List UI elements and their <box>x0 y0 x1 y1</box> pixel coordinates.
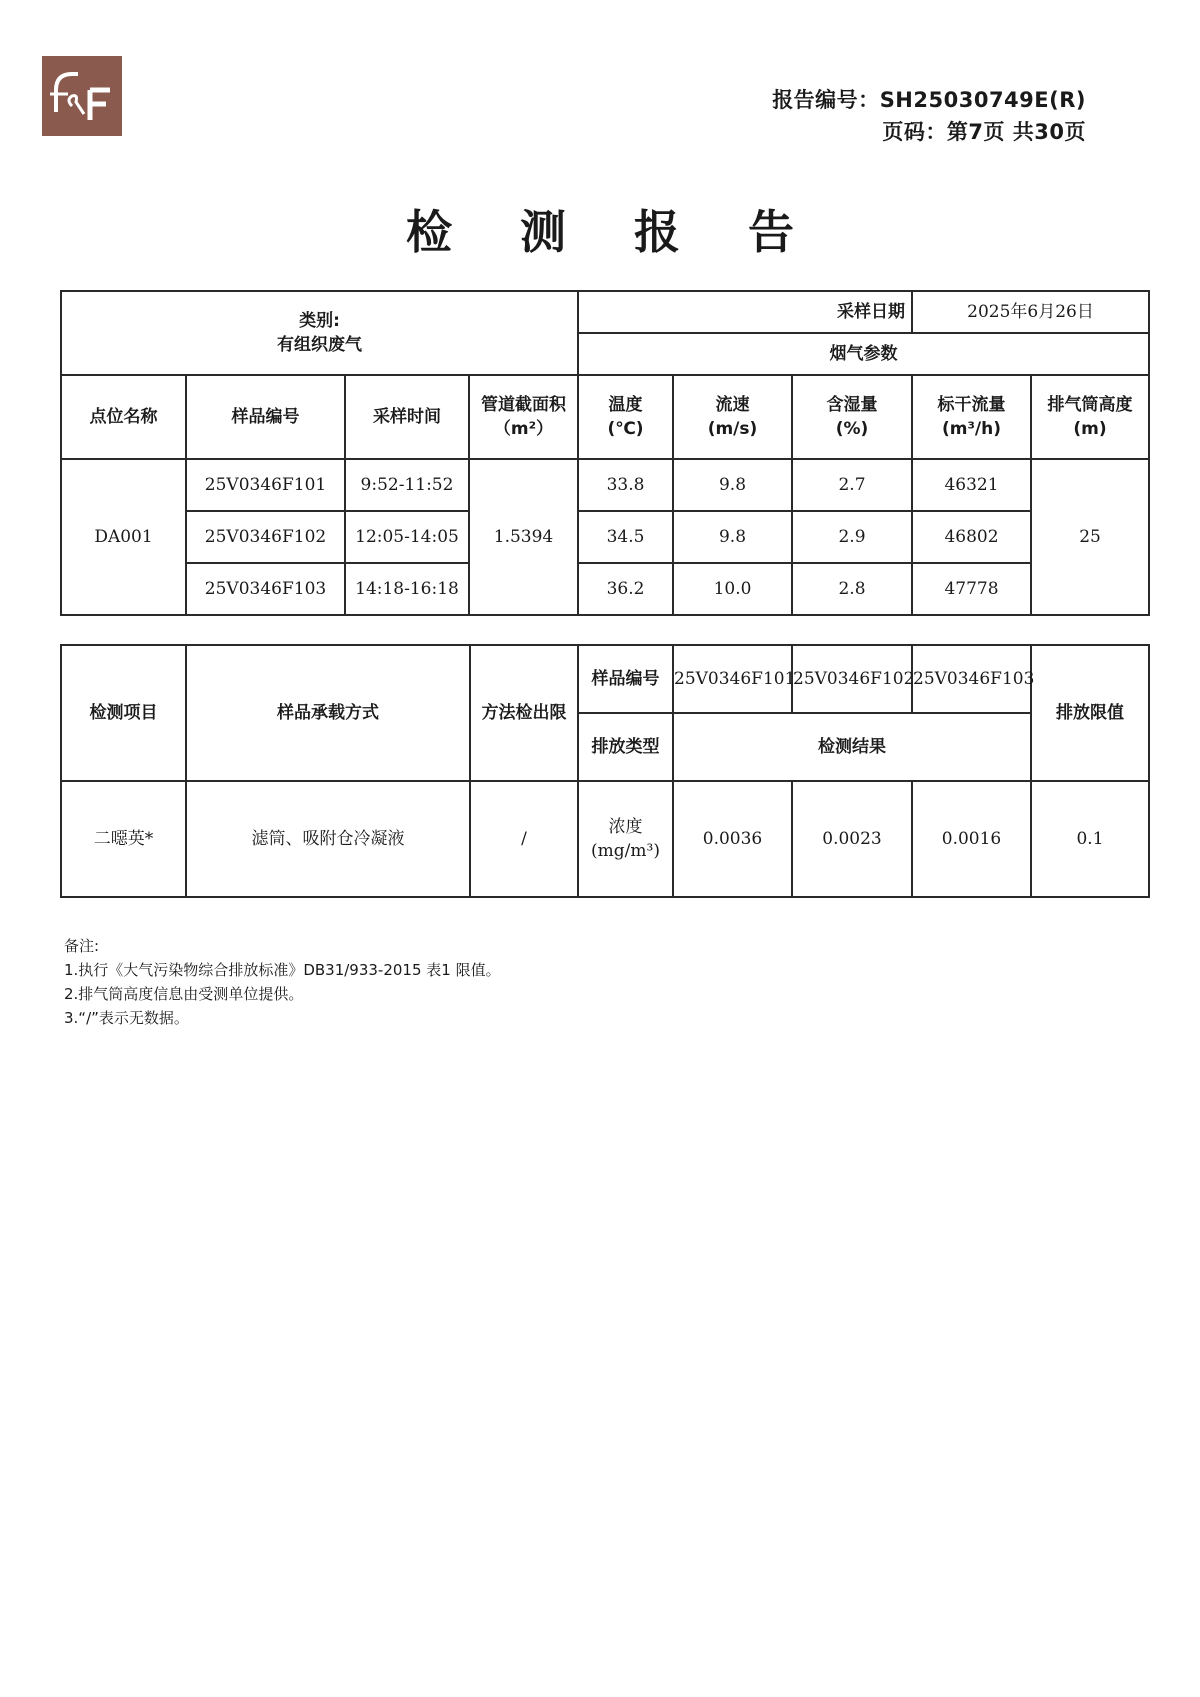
limit-value: 0.1 <box>1031 781 1149 897</box>
table-row <box>61 563 1149 615</box>
header-velocity <box>673 375 792 459</box>
note-line: 1.执行《大气污染物综合排放标准》DB31/933-2015 表1 限值。 <box>64 961 501 979</box>
header-limit: 排放限值 <box>1031 645 1149 781</box>
detection-limit-value: / <box>470 781 578 897</box>
area-value: 1.5394 <box>469 459 578 615</box>
header-stack-unit: (m) <box>1073 419 1107 439</box>
report-no-value: SH25030749E(R) <box>879 88 1086 112</box>
point-name: DA001 <box>61 459 186 615</box>
emission-type <box>578 781 673 897</box>
emission-type-label: 浓度 <box>608 817 643 837</box>
header-point: 点位名称 <box>61 375 186 459</box>
category-label: 类别: <box>299 311 340 331</box>
sample-no: 25V0346F103 <box>912 645 1031 713</box>
header-area <box>469 375 578 459</box>
sample-no: 25V0346F102 <box>792 645 912 713</box>
moisture-value: 2.7 <box>792 459 912 511</box>
header-velocity-label: 流速 <box>715 395 750 415</box>
stack-value: 25 <box>1031 459 1149 615</box>
header-stack <box>1031 375 1149 459</box>
page-number: 第7页 共30页 <box>946 120 1086 144</box>
temp-value: 34.5 <box>578 511 673 563</box>
header-area-unit: （m²） <box>493 419 554 439</box>
sample-time: 12:05-14:05 <box>345 511 469 563</box>
sampling-date-value: 2025年6月26日 <box>912 291 1149 333</box>
item-name: 二噁英* <box>61 781 186 897</box>
category-cell <box>61 291 578 375</box>
sample-time: 14:18-16:18 <box>345 563 469 615</box>
flow-value: 47778 <box>912 563 1031 615</box>
flow-value: 46321 <box>912 459 1031 511</box>
header-sample-no: 样品编号 <box>578 645 673 713</box>
header-sample-time: 采样时间 <box>345 375 469 459</box>
carrier-value: 滤筒、吸附仓冷凝液 <box>186 781 470 897</box>
sampling-date-label: 采样日期 <box>578 291 912 333</box>
result-value: 0.0036 <box>673 781 792 897</box>
temp-value: 36.2 <box>578 563 673 615</box>
table-row <box>61 511 1149 563</box>
temp-value: 33.8 <box>578 459 673 511</box>
header-temp <box>578 375 673 459</box>
sample-no: 25V0346F101 <box>186 459 345 511</box>
flue-params-header: 烟气参数 <box>578 333 1149 375</box>
sample-time: 9:52-11:52 <box>345 459 469 511</box>
report-no-label: 报告编号： <box>772 88 880 112</box>
company-logo <box>42 56 122 136</box>
header-carrier: 样品承载方式 <box>186 645 470 781</box>
header-detection-limit: 方法检出限 <box>470 645 578 781</box>
flow-value: 46802 <box>912 511 1031 563</box>
header-area-label: 管道截面积 <box>481 395 566 415</box>
category-value: 有组织废气 <box>277 335 362 355</box>
header-temp-label: 温度 <box>608 395 643 415</box>
header-flow-label: 标干流量 <box>937 395 1006 415</box>
header-stack-label: 排气筒高度 <box>1047 395 1133 415</box>
sample-no: 25V0346F103 <box>186 563 345 615</box>
header-temp-unit: (℃) <box>607 419 644 439</box>
sample-no: 25V0346F101 <box>673 645 792 713</box>
header-moisture <box>792 375 912 459</box>
header-emission-type: 排放类型 <box>578 713 673 781</box>
flue-gas-table <box>60 290 1150 616</box>
notes-title: 备注: <box>64 937 100 955</box>
header-moisture-label: 含湿量 <box>826 395 878 415</box>
header-results: 检测结果 <box>673 713 1031 781</box>
table-row <box>61 459 1149 511</box>
velocity-value: 10.0 <box>673 563 792 615</box>
header-sample-no: 样品编号 <box>186 375 345 459</box>
moisture-value: 2.8 <box>792 563 912 615</box>
velocity-value: 9.8 <box>673 459 792 511</box>
note-line: 3.“/”表示无数据。 <box>64 1009 189 1027</box>
velocity-value: 9.8 <box>673 511 792 563</box>
detection-results-table <box>60 644 1150 898</box>
notes-section <box>64 934 501 1030</box>
page-label: 页码： <box>882 120 947 144</box>
header-item: 检测项目 <box>61 645 186 781</box>
header-flow-unit: (m³/h) <box>942 419 1002 439</box>
header-moisture-unit: (%) <box>835 419 869 439</box>
header-velocity-unit: (m/s) <box>707 419 758 439</box>
emission-type-unit: (mg/m³) <box>591 841 660 861</box>
sample-no: 25V0346F102 <box>186 511 345 563</box>
result-value: 0.0016 <box>912 781 1031 897</box>
header-flow <box>912 375 1031 459</box>
table-row <box>61 781 1149 897</box>
result-value: 0.0023 <box>792 781 912 897</box>
note-line: 2.排气筒高度信息由受测单位提供。 <box>64 985 304 1003</box>
page-title: 检 测 报 告 <box>405 205 821 259</box>
moisture-value: 2.9 <box>792 511 912 563</box>
report-number-block <box>772 84 1086 148</box>
